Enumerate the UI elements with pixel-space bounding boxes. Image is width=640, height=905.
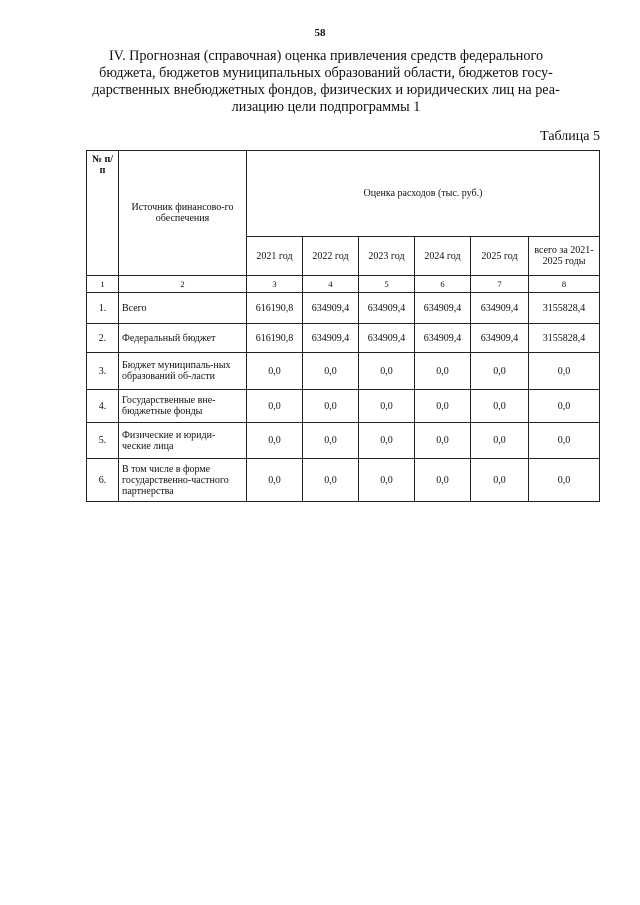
header-expense-estimate: Оценка расходов (тыс. руб.) [247, 151, 600, 237]
cell-value: 0,0 [247, 353, 303, 390]
cell-value: 0,0 [303, 459, 359, 502]
header-year: 2025 год [471, 237, 529, 276]
column-index: 8 [529, 276, 600, 293]
row-source: Федеральный бюджет [119, 324, 247, 353]
cell-value: 0,0 [529, 459, 600, 502]
column-index: 5 [359, 276, 415, 293]
cell-value: 0,0 [415, 423, 471, 459]
header-year: 2024 год [415, 237, 471, 276]
cell-value: 0,0 [247, 423, 303, 459]
cell-value: 3155828,4 [529, 324, 600, 353]
cell-value: 0,0 [415, 353, 471, 390]
table-label: Таблица 5 [540, 129, 600, 144]
row-number: 3. [87, 353, 119, 390]
cell-value: 634909,4 [359, 293, 415, 324]
cell-value: 0,0 [529, 423, 600, 459]
table-row [87, 459, 600, 502]
header-year: 2021 год [247, 237, 303, 276]
header-year: 2022 год [303, 237, 359, 276]
row-source: Государственные вне-бюджетные фонды [119, 390, 247, 423]
cell-value: 634909,4 [471, 324, 529, 353]
column-index: 6 [415, 276, 471, 293]
header-total: всего за 2021-2025 годы [529, 237, 600, 276]
row-number: 4. [87, 390, 119, 423]
heading-line: IV. Прогнозная (справочная) оценка привлечения средств федерального [108, 48, 544, 64]
cell-value: 0,0 [359, 353, 415, 390]
cell-value: 616190,8 [247, 293, 303, 324]
column-index: 2 [119, 276, 247, 293]
column-index: 4 [303, 276, 359, 293]
cell-value: 634909,4 [303, 324, 359, 353]
table-row [87, 293, 600, 324]
heading-line: бюджета, бюджетов муниципальных образований области, бюджетов госу- [99, 65, 553, 81]
cell-value: 0,0 [471, 353, 529, 390]
heading-line: дарственных внебюджетных фондов, физических и юридических лиц на реа- [92, 82, 560, 98]
cell-value: 0,0 [471, 390, 529, 423]
heading-line: лизацию цели подпрограммы 1 [231, 99, 421, 115]
cell-value: 634909,4 [415, 324, 471, 353]
cell-value: 0,0 [359, 390, 415, 423]
row-source: Бюджет муниципаль-ных образований об-ласти [119, 353, 247, 390]
cell-value: 616190,8 [247, 324, 303, 353]
header-number: № п/п [87, 151, 119, 276]
cell-value: 634909,4 [415, 293, 471, 324]
financing-table [86, 150, 600, 502]
cell-value: 0,0 [529, 353, 600, 390]
table-row [87, 324, 600, 353]
cell-value: 0,0 [247, 459, 303, 502]
header-source: Источник финансово-го обеспечения [119, 151, 247, 276]
row-source: Всего [119, 293, 247, 324]
column-index: 3 [247, 276, 303, 293]
cell-value: 0,0 [359, 459, 415, 502]
cell-value: 0,0 [529, 390, 600, 423]
table-row [87, 353, 600, 390]
cell-value: 0,0 [303, 390, 359, 423]
cell-value: 634909,4 [471, 293, 529, 324]
cell-value: 0,0 [471, 423, 529, 459]
row-number: 5. [87, 423, 119, 459]
cell-value: 634909,4 [303, 293, 359, 324]
row-number: 2. [87, 324, 119, 353]
cell-value: 0,0 [359, 423, 415, 459]
cell-value: 0,0 [303, 423, 359, 459]
cell-value: 0,0 [415, 459, 471, 502]
cell-value: 3155828,4 [529, 293, 600, 324]
cell-value: 0,0 [247, 390, 303, 423]
row-number: 6. [87, 459, 119, 502]
table-row [87, 390, 600, 423]
table-row [87, 423, 600, 459]
cell-value: 0,0 [415, 390, 471, 423]
row-number: 1. [87, 293, 119, 324]
row-source: В том числе в форме государственно-частного партнерства [119, 459, 247, 502]
cell-value: 0,0 [471, 459, 529, 502]
cell-value: 634909,4 [359, 324, 415, 353]
page-number: 58 [314, 27, 326, 39]
section-heading [82, 48, 570, 116]
header-year: 2023 год [359, 237, 415, 276]
column-index: 7 [471, 276, 529, 293]
row-source: Физические и юриди-ческие лица [119, 423, 247, 459]
cell-value: 0,0 [303, 353, 359, 390]
column-index: 1 [87, 276, 119, 293]
